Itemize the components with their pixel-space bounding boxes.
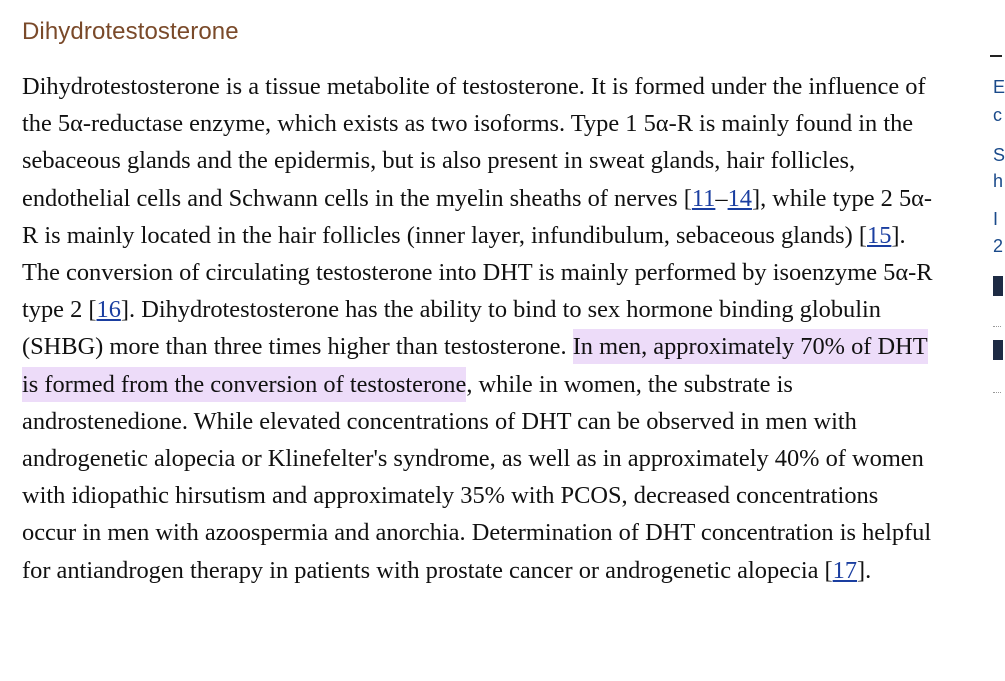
reference-link-15[interactable]: 15 xyxy=(867,221,892,249)
sidebar-thumbnail[interactable] xyxy=(993,276,1003,296)
sidebar-clipped-text[interactable]: 2 xyxy=(993,236,1004,256)
sidebar-rule xyxy=(990,55,1002,57)
reference-link-11[interactable]: 11 xyxy=(691,184,716,212)
highlighted-text: In men, approximately 70% of DHT is formed from the conversion of testosterone xyxy=(22,329,928,401)
sidebar-divider xyxy=(993,326,1001,327)
paragraph-text: ]. Dihydrotestosterone has the ability to bind to sex hormone binding globulin (SHBG) more than three times higher than testosterone. xyxy=(22,296,881,361)
paragraph-text: , while in women, the substrate is androstenedione. While elevated concentrations of DHT can be observed in men with androgenetic alopecia or Klinefelter's syndrome, as well as in approximately 40% of women with idiopathic hirsutism and approximately 35% with PCOS, decreased concentrations occur in men with azoospermia and anorchia. Determination of DHT concentration is helpful for antiandrogen therapy in patients with prostate cancer or androgenetic alopecia [ xyxy=(22,370,932,584)
sidebar-thumbnail[interactable] xyxy=(993,340,1003,360)
article-paragraph xyxy=(22,68,937,589)
paragraph-text: Dihydrotestosterone is a tissue metabolite of testosterone. It is formed under the influence of the 5α-reductase enzyme, which exists as two isoforms. Type 1 5α-R is mainly found in the sebaceous glands and the epidermis, but is also present in sweat glands, hair follicles, endothelial cells and Schwann cells in the myelin sheaths of nerves [ xyxy=(22,73,926,212)
sidebar-divider xyxy=(993,392,1001,393)
reference-link-17[interactable]: 17 xyxy=(832,556,858,584)
sidebar-clipped-text[interactable]: c xyxy=(993,105,1002,125)
paragraph-text: ], while type 2 5α-R is mainly located in the hair follicles (inner layer, infundibulum, sebaceous glands) [ xyxy=(22,184,933,249)
range-dash: – xyxy=(715,184,728,212)
paragraph-text: ]. xyxy=(857,556,872,584)
sidebar-clipped-text[interactable]: h xyxy=(993,171,1004,191)
sidebar-clipped-text[interactable]: I xyxy=(993,209,999,229)
right-sidebar-edge xyxy=(984,0,1005,681)
sidebar-clipped-text[interactable]: S xyxy=(993,145,1005,165)
sidebar-clipped-text[interactable]: E xyxy=(993,77,1005,97)
paragraph-text: ]. The conversion of circulating testosterone into DHT is mainly performed by isoenzyme 5α-R type 2 [ xyxy=(22,221,933,324)
section-heading: Dihydrotestosterone xyxy=(22,18,239,45)
reference-link-16[interactable]: 16 xyxy=(96,296,121,324)
reference-link-14[interactable]: 14 xyxy=(727,184,752,212)
